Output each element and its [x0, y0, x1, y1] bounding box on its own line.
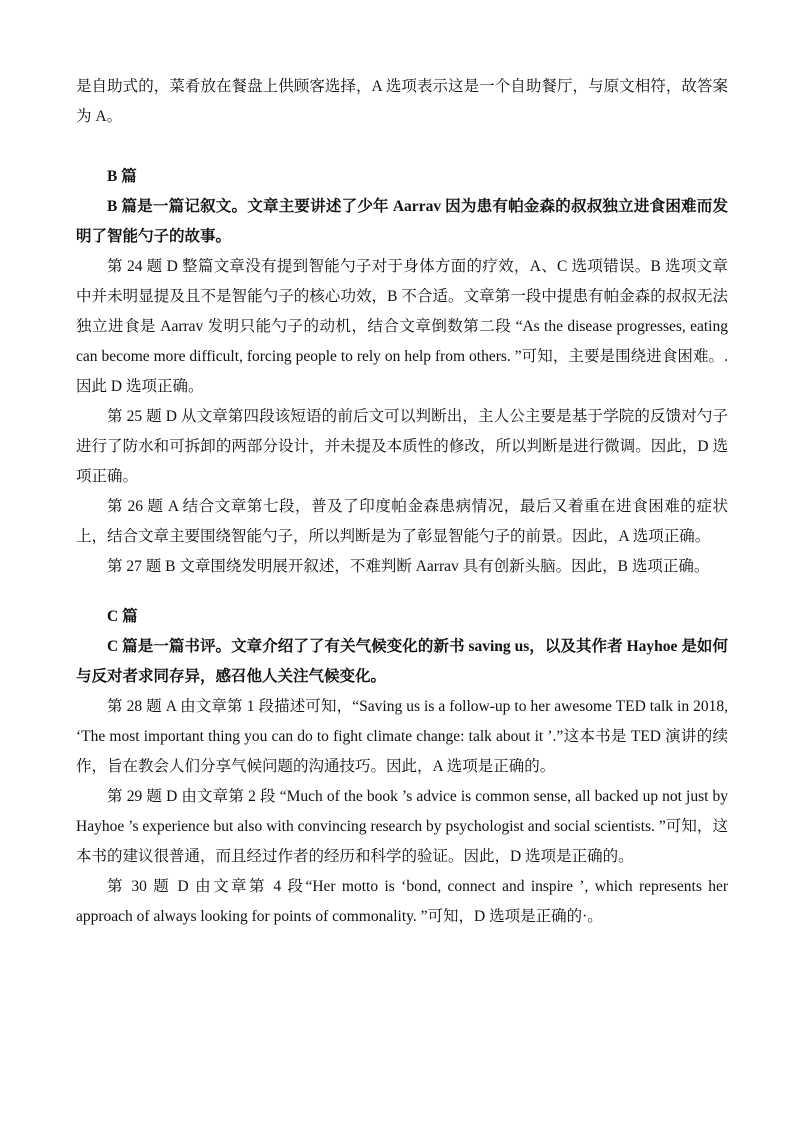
- answer-24-paragraph: 第 24 题 D 整篇文章没有提到智能勺子对于身体方面的疗效，A、C 选项错误。B 选项文章中并未明显提及且不是智能勺子的核心功效，B 不合适。文章第一段中提患有帕金森的叔叔无法独立进食是 Aarrav 发明只能勺子的动机，结合文章倒数第二段 “As the disease progresses, eating can become more difficult, forcing people to rely on help from others. ”可知，主要是围绕进食困难。.因此 D 选项正确。: [76, 258, 728, 395]
- intro-paragraph: 是自助式的，菜肴放在餐盘上供顾客选择，A 选项表示这是一个自助餐厅，与原文相符，故答案为 A。: [76, 78, 728, 125]
- answer-27-paragraph: 第 27 题 B 文章围绕发明展开叙述，不难判断 Aarrav 具有创新头脑。因此，B 选项正确。: [107, 558, 710, 575]
- spacer: [76, 582, 728, 602]
- section-c-heading: C 篇: [107, 608, 138, 625]
- answer-25-paragraph: 第 25 题 D 从文章第四段该短语的前后文可以判断出，主人公主要是基于学院的反馈对勺子进行了防水和可拆卸的两部分设计，并未提及本质性的修改，所以判断是进行微调。因此，D 选项正确。: [76, 408, 728, 485]
- document-page: [76, 72, 728, 932]
- answer-26-paragraph: 第 26 题 A 结合文章第七段，普及了印度帕金森患病情况，最后又着重在进食困难的症状上，结合文章主要围绕智能勺子，所以判断是为了彰显智能勺子的前景。因此，A 选项正确。: [76, 498, 728, 545]
- answer-28-paragraph: 第 28 题 A 由文章第 1 段描述可知，“Saving us is a follow-up to her awesome TED talk in 2018, ‘The most important thing you can do to fight climate change: talk about it ’.”这本书是 TED 演讲的续作，旨在教会人们分享气候问题的沟通技巧。因此，A 选项是正确的。: [76, 698, 728, 775]
- section-c-summary: C 篇是一篇书评。文章介绍了了有关气候变化的新书 saving us，以及其作者 Hayhoe 是如何与反对者求同存异，感召他人关注气候变化。: [76, 638, 728, 685]
- section-b-summary: B 篇是一篇记叙文。文章主要讲述了少年 Aarrav 因为患有帕金森的叔叔独立进食困难而发明了智能勺子的故事。: [76, 198, 728, 245]
- answer-30-paragraph: 第 30 题 D 由文章第 4 段“Her motto is ‘bond, connect and inspire ’, which represents her approach of always looking for points of commonality. ”可知，D 选项是正确的·。: [76, 878, 728, 925]
- spacer: [76, 132, 728, 162]
- answer-29-paragraph: 第 29 题 D 由文章第 2 段 “Much of the book ’s advice is common sense, all backed up not just by Hayhoe ’s experience but also with convincing research by psychologist and social scientists. ”可知，这本书的建议很普通，而且经过作者的经历和科学的验证。因此，D 选项是正确的。: [76, 788, 728, 865]
- section-b-heading: B 篇: [107, 168, 137, 185]
